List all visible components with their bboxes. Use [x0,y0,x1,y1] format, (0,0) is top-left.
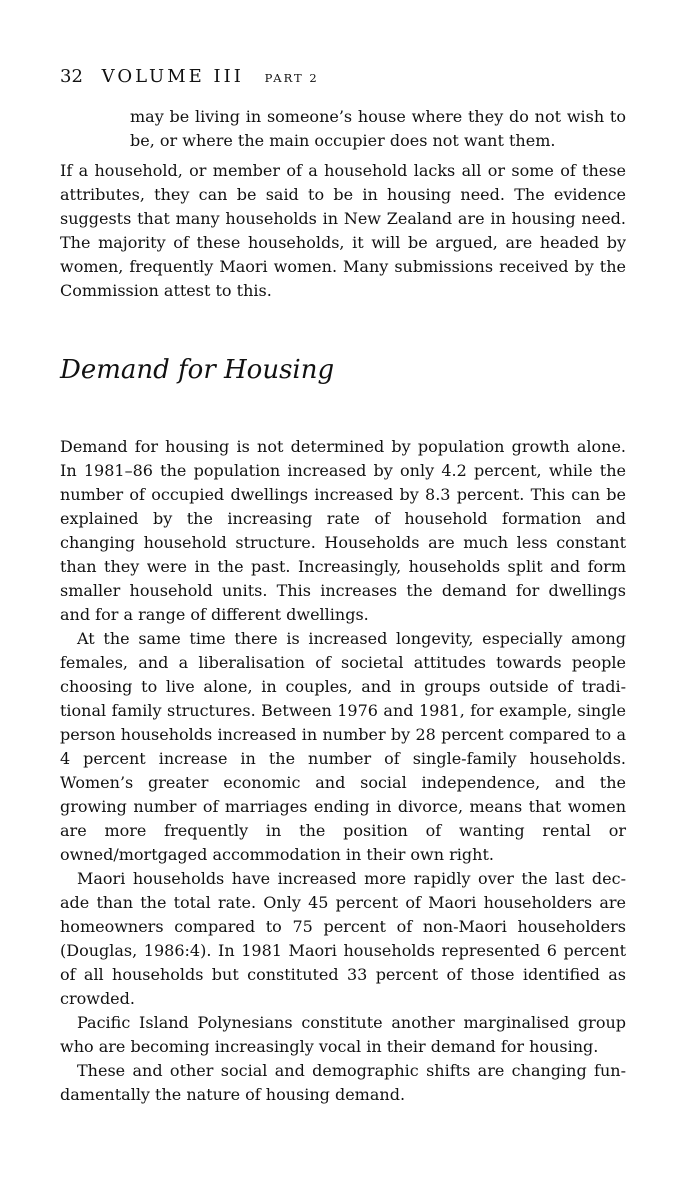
body-paragraph-1: Demand for housing is not determined by population growth alone. In 1981–86 the population increased by only 4.2 percent, while the number of occupied dwellings increased by 8.3 percent. This can be explained by the increasing rate of household formation and changing household structure. Households are much less constant than they were in the past. Increasingly, households split and form smaller household units. This increases the demand for dwellings and for a range of different dwellings. [60,437,626,624]
running-header [60,66,626,87]
intro-paragraph: If a household, or member of a household lacks all or some of these attributes, they can be said to be in housing need. The evidence suggests that many households in New Zealand are in housing need. The majority of these households, it will be argued, are headed by women, frequently Maori women. Many submissions received by the Commission attest to this. [60,161,626,300]
indented-quote-continuation: may be living in someone’s house where they do not wish to be, or where the main occupier does not want them. [130,107,626,150]
section-heading: Demand for Housing [60,355,335,385]
page-number: 32 [60,66,83,87]
body-paragraph-3: Maori households have increased more rapidly over the last decade than the total rate. Only 45 percent of Maori householders are homeowners compared to 75 percent of non-Maori householders (Douglas, 1986:4). In 1981 Maori households represented 6 percent of all households but constituted 33 percent of those identified as crowded. [60,869,626,1008]
part-label: PART 2 [264,71,319,85]
body-paragraph-2: At the same time there is increased longevity, especially among females, and a liberalisation of societal attitudes towards people choosing to live alone, in couples, and in groups outside of traditional family structures. Between 1976 and 1981, for example, single person households increased in number by 28 percent compared to a 4 percent increase in the number of single-family households. Women’s greater economic and social independence, and the growing number of marriages ending in divorce, means that women are more frequently in the position of wanting rental or owned/mortgaged accommodation in their own right. [60,629,626,864]
body-paragraph-5: These and other social and demographic shifts are changing fundamentally the nature of housing demand. [60,1061,626,1104]
volume-label: VOLUME III [101,66,244,87]
body-paragraph-4: Pacific Island Polynesians constitute another marginalised group who are becoming increasingly vocal in their demand for housing. [60,1013,626,1056]
